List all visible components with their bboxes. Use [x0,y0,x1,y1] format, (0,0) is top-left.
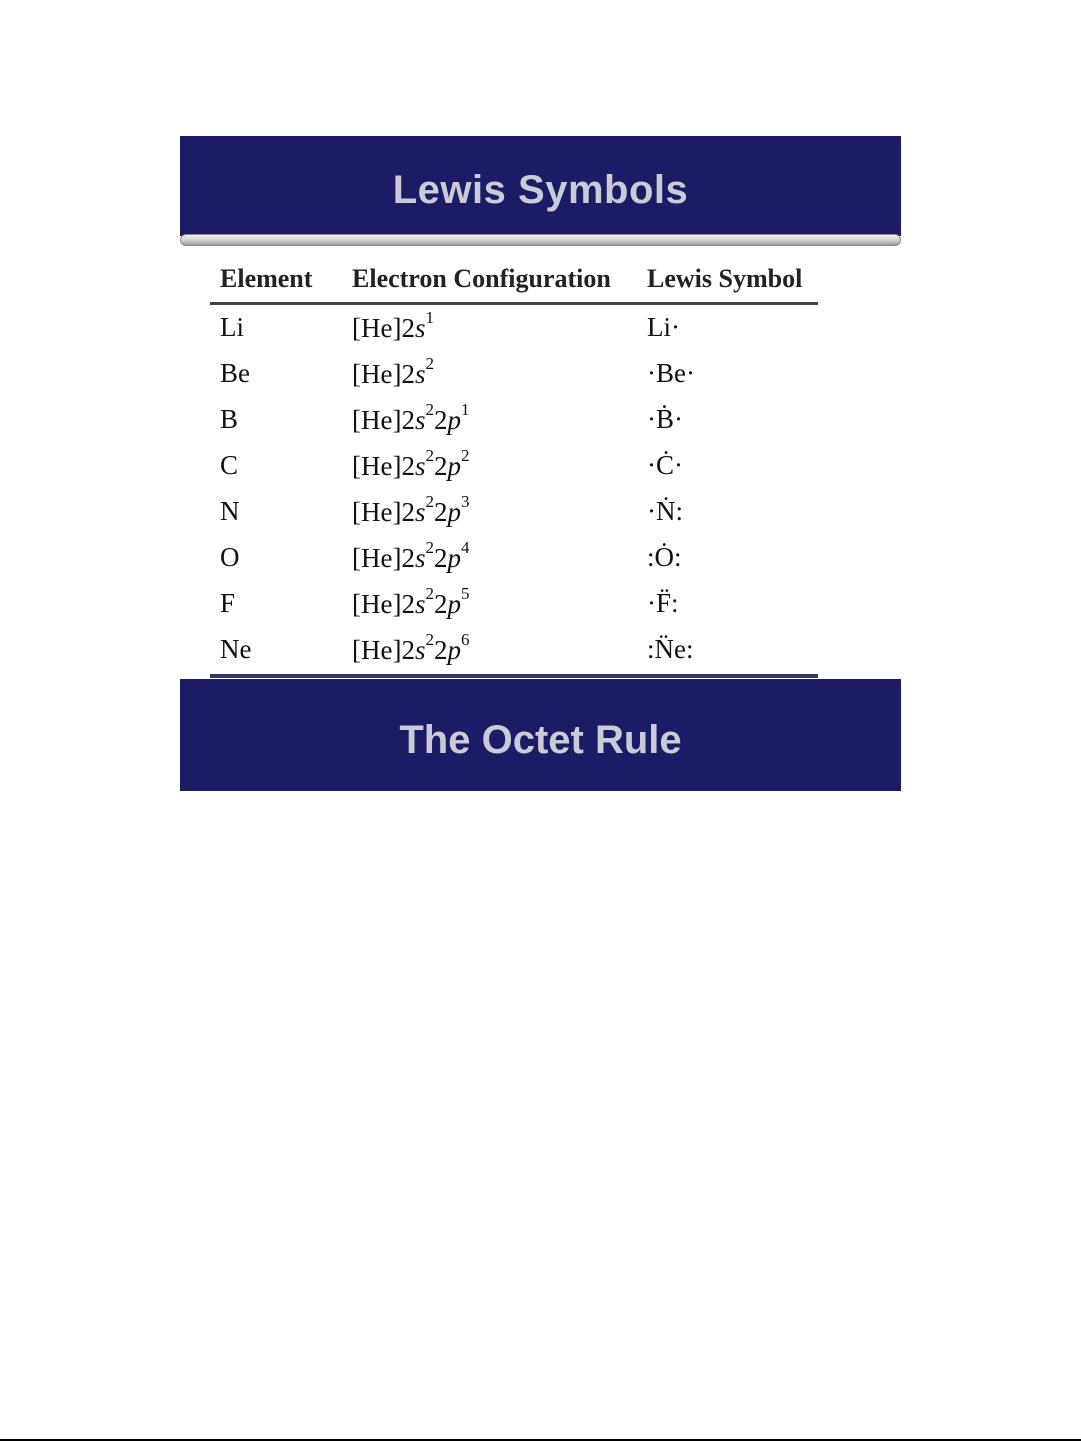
table-row: B $[He]2s^22p^1$ ·Ḃ· [220,400,683,435]
config: $[He]2s^2$ [352,354,434,389]
next-slide-title: The Octet Rule [180,679,901,791]
table-row: F $[He]2s^22p^5$ ·F̈: [220,584,679,619]
lewis-table [180,246,901,676]
table-row: O $[He]2s^22p^4$ :Ȯ: [220,538,682,573]
config: $[He]2s^1$ [352,308,434,343]
slide [180,136,901,676]
config: $[He]2s^22p^6$ [352,630,470,665]
header-lewis-symbol: Lewis Symbol [647,264,803,293]
table-row: Be $[He]2s^2$ ·Be· [220,354,695,389]
config: $[He]2s^22p^2$ [352,446,470,481]
header-configuration: Electron Configuration [352,264,611,293]
config: $[He]2s^22p^5$ [352,584,470,619]
table-row: Ne $[He]2s^22p^6$ :N̈e: [220,630,694,665]
table-bottom-rule [210,674,818,678]
config: $[He]2s^22p^4$ [352,538,470,573]
table-row: Li $[He]2s^1$ Li· [220,308,680,343]
header-rule [210,302,818,305]
header-element: Element [220,264,313,293]
table-row: N $[He]2s^22p^3$ ·Ṅ: [220,492,683,527]
config: $[He]2s^22p^3$ [352,492,470,527]
slide-title: Lewis Symbols [180,136,901,236]
config: $[He]2s^22p^1$ [352,400,470,435]
table-row: C $[He]2s^22p^2$ ·Ċ· [220,446,683,481]
